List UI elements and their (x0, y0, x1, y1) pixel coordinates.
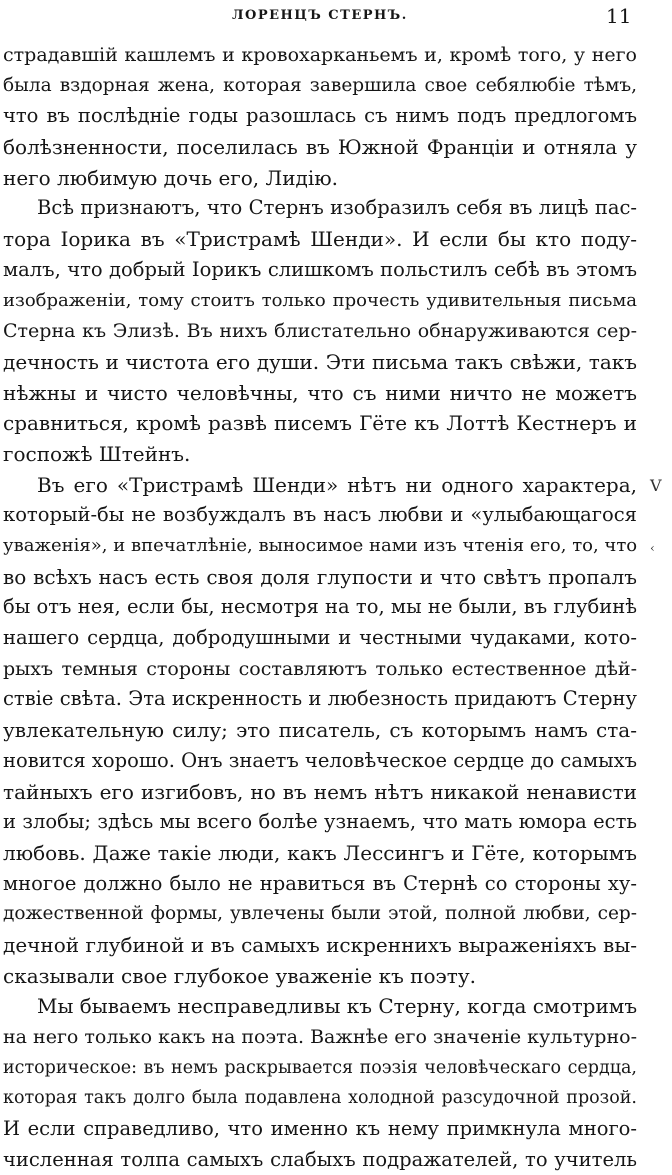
text-line: многое должно было не нравиться въ Стернѣ со стороны ху- (3, 871, 637, 895)
text-line: что въ послѣдніе годы разошлась съ нимъ подъ предлогомъ (3, 104, 637, 128)
text-line: новится хорошо. Онъ знаетъ человѣческое сердце до самыхъ (3, 748, 637, 772)
margin-mark: ‹ (650, 541, 655, 555)
text-line: дожественной формы, увлечены были этой, полной любви, сер- (3, 903, 637, 925)
page-header (0, 4, 672, 30)
text-line: нѣжны и чисто человѣчны, что съ ними ничто не можетъ (3, 380, 637, 405)
text-line: любовь. Даже такіе люди, какъ Лессингъ и Гёте, которымъ (3, 840, 637, 865)
body-text (3, 40, 637, 1175)
text-line: Мы бываемъ несправедливы къ Стерну, когда смотримъ (37, 994, 637, 1019)
text-line: сказывали свое глубокое уваженіе къ поэту. (3, 963, 476, 988)
paragraph (3, 991, 637, 1175)
text-line: И если справедливо, что именно къ нему примкнула много- (3, 1117, 637, 1141)
page-number: 11 (606, 4, 632, 28)
text-line: дечность и чистота его души. Эти письма такъ свѣжи, такъ (3, 349, 637, 374)
text-line: Въ его «Тристрамѣ Шенди» нѣтъ ни одного характера, (37, 472, 637, 497)
text-line: во всѣхъ насъ есть своя доля глупости и что свѣтъ пропалъ (3, 564, 637, 589)
text-line: который-бы не возбуждалъ въ насъ любви и «улыбающагося (3, 503, 637, 527)
text-line: увлекательную силу; это писатель, съ которымъ намъ ста- (3, 718, 637, 743)
text-line: Стерна къ Элизѣ. Въ нихъ блистательно обнаруживаются сер- (3, 320, 637, 343)
paragraph (3, 470, 637, 992)
text-line: бы отъ нея, если бы, несмотря на то, мы не были, въ глубинѣ (3, 595, 637, 619)
text-line: была вздорная жена, которая завершила свое себялюбіе тѣмъ, (3, 74, 637, 96)
text-line: нашего сердца, добродушными и честными чудаками, кото- (3, 626, 637, 650)
text-line: на него только какъ на поэта. Важнѣе его значеніе культурно- (3, 1026, 637, 1048)
text-line: дечной глубиной и въ самыхъ искреннихъ выраженіяхъ вы- (3, 932, 637, 957)
text-line: малъ, что добрый Іорикъ слишкомъ польстилъ себѣ въ этомъ (3, 257, 637, 281)
text-line: численная толпа самыхъ слабыхъ подражателей, то учитель (3, 1147, 637, 1171)
text-line: тора Іорика въ «Тристрамѣ Шенди». И если бы кто поду- (3, 227, 637, 252)
text-line: уваженія», и впечатлѣніе, выносимое нами изъ чтенія его, то, что (3, 535, 637, 556)
paragraph (3, 193, 637, 469)
margin-mark: V (650, 476, 662, 495)
text-line: которая такъ долго была подавлена холодной разсудочной прозой. (3, 1088, 637, 1109)
text-line: и злобы; здѣсь мы всего болѣе узнаемъ, что мать юмора есть (3, 810, 637, 834)
paragraph (3, 40, 637, 193)
text-line: госпожѣ Штейнъ. (3, 441, 191, 466)
text-line: тайныхъ его изгибовъ, но въ немъ нѣтъ никакой ненависти (3, 779, 637, 804)
text-line: ствіе свѣта. Эта искренность и любезность придаютъ Стерну (3, 687, 637, 711)
text-line: рыхъ темныя стороны составляютъ только естественное дѣй- (3, 657, 637, 680)
text-line: изображеніи, тому стоитъ только прочесть удивительныя письма (3, 289, 637, 311)
text-line: болѣзненности, поселилась въ Южной Франціи и отняла у (3, 135, 637, 160)
text-line: страдавшій кашлемъ и кровохарканьемъ и, кромѣ того, у него (3, 44, 637, 66)
running-title: ЛОРЕНЦЪ СТЕРНЪ. (232, 8, 408, 23)
text-line: сравниться, кромѣ развѣ писемъ Гёте къ Лоттѣ Кестнеръ и (3, 411, 637, 436)
text-line: историческое: въ немъ раскрывается поэзія человѣческаго сердца, (3, 1057, 637, 1078)
text-line: Всѣ признаютъ, что Стернъ изобразилъ себя въ лицѣ пас- (37, 196, 637, 220)
text-line: него любимую дочь его, Лидію. (3, 165, 339, 190)
